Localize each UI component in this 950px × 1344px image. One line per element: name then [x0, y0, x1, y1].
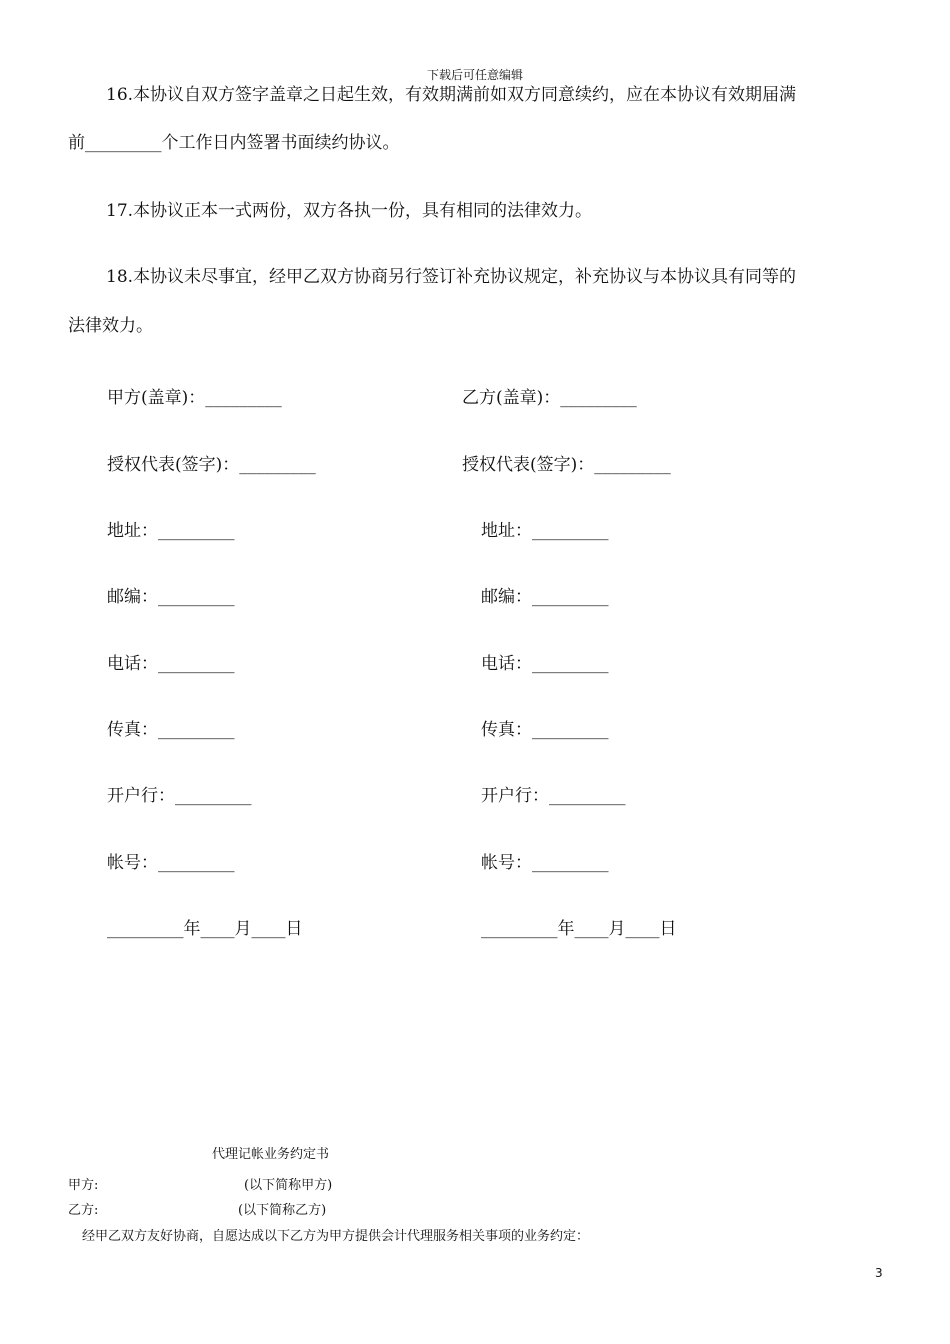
- clause-16-line-1: 16.本协议自双方签字盖章之日起生效，有效期满前如双方同意续约，应在本协议有效期届满: [106, 85, 797, 105]
- header-note: 下载后可任意编辑: [426, 68, 523, 82]
- party-a-seal: 甲方(盖章)：_________: [107, 388, 282, 408]
- next-doc-title: 代理记帐业务约定书: [212, 1147, 330, 1162]
- next-doc-party-b-note: (以下简称乙方): [238, 1203, 327, 1218]
- party-a-representative: 授权代表(签字)：_________: [107, 455, 316, 475]
- clause-18-line-2: 法律效力。: [68, 316, 153, 336]
- party-b-fax: 传真：_________: [481, 720, 609, 740]
- party-b-bank: 开户行：_________: [481, 786, 626, 806]
- party-b-phone: 电话：_________: [481, 654, 609, 674]
- party-a-bank: 开户行：_________: [107, 786, 252, 806]
- party-a-phone: 电话：_________: [107, 654, 235, 674]
- next-doc-party-b-label: 乙方:: [68, 1203, 99, 1218]
- party-b-seal: 乙方(盖章)：_________: [462, 388, 637, 408]
- party-b-account: 帐号：_________: [481, 853, 609, 873]
- party-a-date: _________年____月____日: [107, 919, 303, 939]
- next-doc-intro: 经甲乙双方友好协商，自愿达成以下乙方为甲方提供会计代理服务相关事项的业务约定：: [82, 1229, 590, 1244]
- clause-18-line-1: 18.本协议未尽事宜，经甲乙双方协商另行签订补充协议规定，补充协议与本协议具有同等的: [106, 267, 797, 287]
- party-a-fax: 传真：_________: [107, 720, 235, 740]
- party-b-date: _________年____月____日: [481, 919, 677, 939]
- clause-16-line-2: 前_________个工作日内签署书面续约协议。: [68, 133, 400, 153]
- party-b-address: 地址：_________: [481, 521, 609, 541]
- party-a-account: 帐号：_________: [107, 853, 235, 873]
- page-number: 3: [875, 1266, 883, 1280]
- party-b-representative: 授权代表(签字)：_________: [462, 455, 671, 475]
- next-doc-party-a-label: 甲方:: [68, 1178, 99, 1193]
- party-a-address: 地址：_________: [107, 521, 235, 541]
- party-a-postcode: 邮编：_________: [107, 587, 235, 607]
- clause-17: 17.本协议正本一式两份，双方各执一份，具有相同的法律效力。: [106, 201, 593, 221]
- party-b-postcode: 邮编：_________: [481, 587, 609, 607]
- next-doc-party-a-note: (以下简称甲方): [244, 1178, 333, 1193]
